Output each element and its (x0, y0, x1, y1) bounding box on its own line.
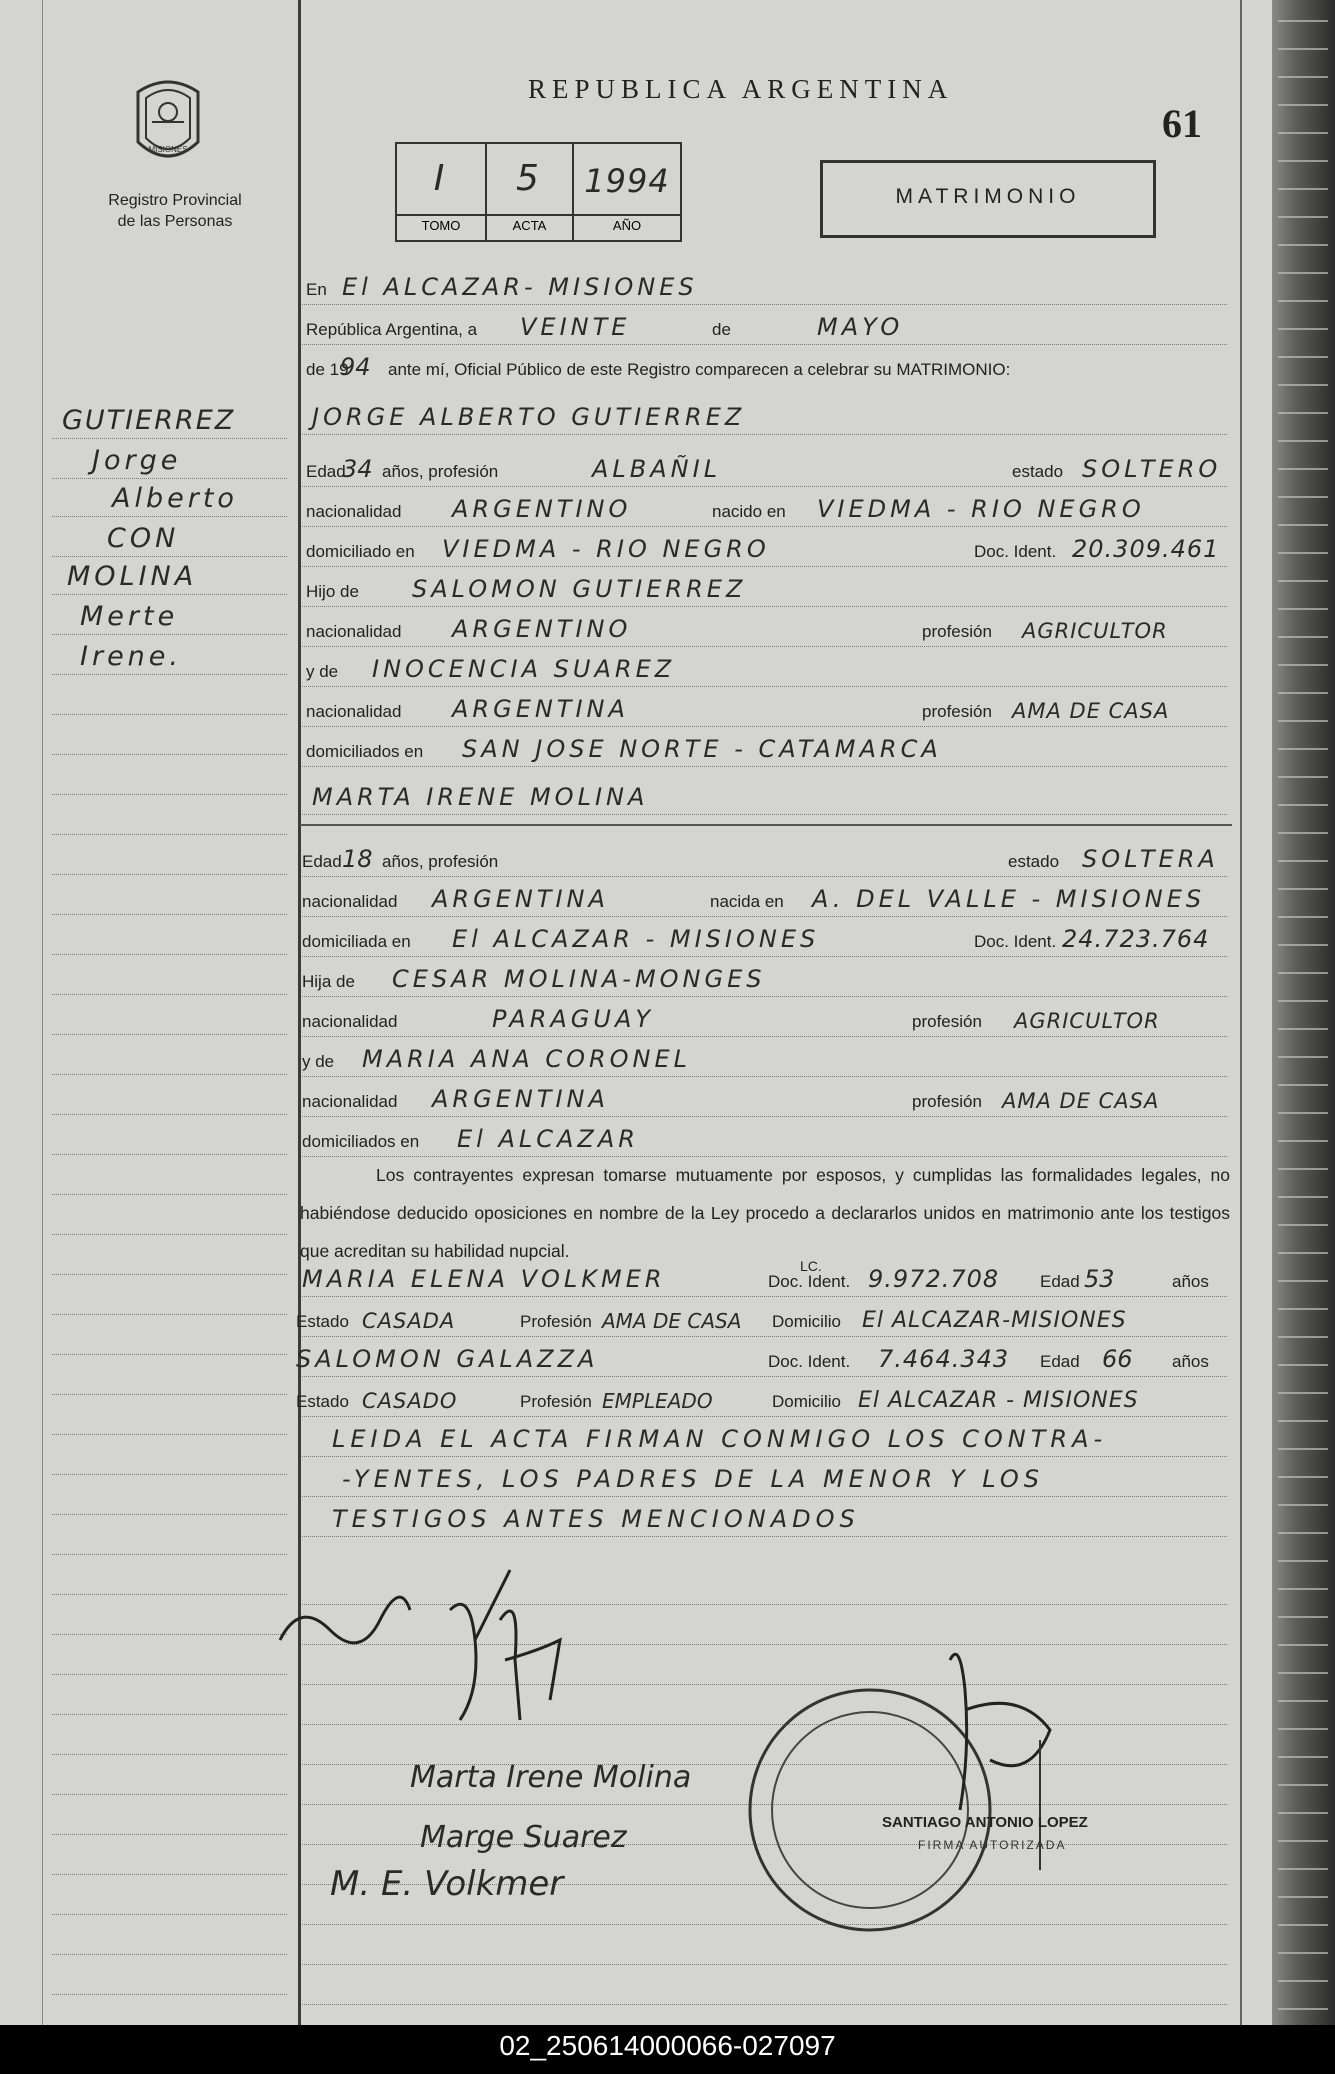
doc-type-box: MATRIMONIO (820, 160, 1156, 238)
witness2-detail-line: Estado CASADO Profesión EMPLEADO Domicilio El ALCAZAR - MISIONES (302, 1380, 1227, 1417)
ruled-line (52, 716, 287, 755)
bride-nationality-line: nacionalidad ARGENTINA nacida en A. DEL VALLE - MISIONES (302, 880, 1227, 917)
ruled-line (52, 916, 287, 955)
ruled-line (52, 876, 287, 915)
ruled-line (52, 1956, 287, 1995)
ruled-line (52, 1036, 287, 1075)
ruled-line (52, 1236, 287, 1275)
provincial-seal-icon (128, 72, 208, 170)
date-line: República Argentina, a VEINTE de MAYO (302, 308, 1227, 345)
groom-domicile-line: domiciliado en VIEDMA - RIO NEGRO Doc. Ident. 20.309.461 (302, 530, 1227, 567)
margin-line: Merte (52, 596, 287, 635)
margin-line: Irene. (52, 636, 287, 675)
official-name-stamp: SANTIAGO ANTONIO LOPEZ (882, 1814, 1088, 1831)
witness1-line: MARIA ELENA VOLKMER LC. Doc. Ident. 9.972.708 Edad 53 años (302, 1260, 1227, 1297)
ruled-line (52, 1876, 287, 1915)
ruled-line (52, 1556, 287, 1595)
groom-nationality-line: nacionalidad ARGENTINO nacido en VIEDMA - RIO NEGRO (302, 490, 1227, 527)
witness1-detail-line: Estado CASADA Profesión AMA DE CASA Domicilio El ALCAZAR-MISIONES (302, 1300, 1227, 1337)
intro-line: de 19 94 ante mí, Oficial Público de este Registro comparecen a celebrar su MATRIMONIO: (306, 353, 1011, 381)
closing-line: -YENTES, LOS PADRES DE LA MENOR Y LOS (302, 1460, 1227, 1497)
ruled-line (52, 1636, 287, 1675)
ruled-line (52, 1716, 287, 1755)
record-box (395, 142, 682, 242)
ruled-line (52, 1436, 287, 1475)
marriage-statement: Los contrayentes expresan tomarse mutuamente por esposos, y cumplidas las formalidades legales, no habiéndose deducido oposiciones en nombre de la Ley procedo a declararlos unidos en matrimonio ante los testigos que acreditan su habilidad nupcial. (300, 1165, 1230, 1261)
closing-line: LEIDA EL ACTA FIRMAN CONMIGO LOS CONTRA- (302, 1420, 1227, 1457)
ruled-line (52, 1156, 287, 1195)
document-id: 02_250614000066-027097 (499, 2030, 836, 2061)
groom-father-line: Hijo de SALOMON GUTIERREZ (302, 570, 1227, 607)
bride-father-nat-line: nacionalidad PARAGUAY profesión AGRICULTOR (302, 1000, 1227, 1037)
ruled-line (52, 1076, 287, 1115)
margin-rule-left (42, 0, 43, 2025)
ruled-line (52, 1116, 287, 1155)
tomo-value: I (433, 158, 449, 199)
ruled-line (52, 1356, 287, 1395)
country-title: REPUBLICA ARGENTINA (528, 74, 954, 104)
ruled-line (52, 1276, 287, 1315)
page-number: 61 (1162, 101, 1202, 146)
groom-age-line: Edad 34 años, profesión ALBAÑIL estado SOLTERO (302, 450, 1227, 487)
ruled-line (52, 1596, 287, 1635)
groom-name-line: JORGE ALBERTO GUTIERREZ (302, 398, 1227, 435)
official-title-stamp: FIRMA AUTORIZADA (918, 1838, 1067, 1852)
witness-signature: M. E. Volkmer (330, 1864, 564, 1904)
ruled-line (52, 956, 287, 995)
ruled-line (52, 1916, 287, 1955)
ruled-line (52, 1516, 287, 1555)
groom-parents-domicile-line: domiciliados en SAN JOSE NORTE - CATAMARCA (302, 730, 1227, 767)
acta-label: ACTA (512, 218, 547, 233)
margin-line: MOLINA (52, 556, 287, 595)
acta-value: 5 (516, 158, 543, 199)
ruled-line (52, 676, 287, 715)
ruled-line (52, 1676, 287, 1715)
signatures-graphic (260, 1550, 1220, 2010)
ruled-line (52, 1756, 287, 1795)
registry-name: Registro Provincial de las Personas (108, 192, 242, 230)
ruled-line (52, 1396, 287, 1435)
margin-line: CON (52, 518, 287, 557)
ruled-line (52, 796, 287, 835)
groom-mother-nat-line: nacionalidad ARGENTINA profesión AMA DE CASA (302, 690, 1227, 727)
ruled-line (52, 1796, 287, 1835)
ruled-line (52, 996, 287, 1035)
book-edge (1272, 0, 1335, 2025)
bride-domicile-line: domiciliada en El ALCAZAR - MISIONES Doc. Ident. 24.723.764 (302, 920, 1227, 957)
mother-signature: Marge Suarez (420, 1820, 627, 1855)
anio-value: 1994 (584, 162, 670, 200)
ruled-line (52, 1476, 287, 1515)
anio-label: AÑO (612, 218, 642, 233)
bride-mother-line: y de MARIA ANA CORONEL (302, 1040, 1227, 1077)
section-divider (300, 824, 1232, 826)
groom-father-nat-line: nacionalidad ARGENTINO profesión AGRICULTOR (302, 610, 1227, 647)
groom-mother-line: y de INOCENCIA SUAREZ (302, 650, 1227, 687)
margin-line: Alberto (52, 478, 287, 517)
bride-parents-domicile-line: domiciliados en El ALCAZAR (302, 1120, 1227, 1157)
ruled-line (52, 1836, 287, 1875)
bride-father-line: Hija de CESAR MOLINA-MONGES (302, 960, 1227, 997)
right-rule (1240, 0, 1242, 2025)
ruled-line (52, 1196, 287, 1235)
tomo-label: TOMO (421, 218, 461, 233)
witness2-line: SALOMON GALAZZA Doc. Ident. 7.464.343 Edad 66 años (302, 1340, 1227, 1377)
bride-age-line: Edad 18 años, profesión estado SOLTERA (302, 840, 1227, 877)
margin-line: GUTIERREZ (52, 400, 287, 439)
svg-text:MISIONES: MISIONES (148, 145, 188, 154)
ruled-line (52, 756, 287, 795)
bride-mother-nat-line: nacionalidad ARGENTINA profesión AMA DE CASA (302, 1080, 1227, 1117)
bride-name-line: MARTA IRENE MOLINA (302, 778, 1227, 815)
place-line: En El ALCAZAR- MISIONES (302, 268, 1227, 305)
margin-line: Jorge (52, 440, 287, 479)
closing-line: TESTIGOS ANTES MENCIONADOS (302, 1500, 1227, 1537)
ruled-line (52, 1316, 287, 1355)
bride-signature: Marta Irene Molina (410, 1760, 692, 1795)
ruled-line (52, 836, 287, 875)
ruled-line (52, 1996, 287, 2025)
